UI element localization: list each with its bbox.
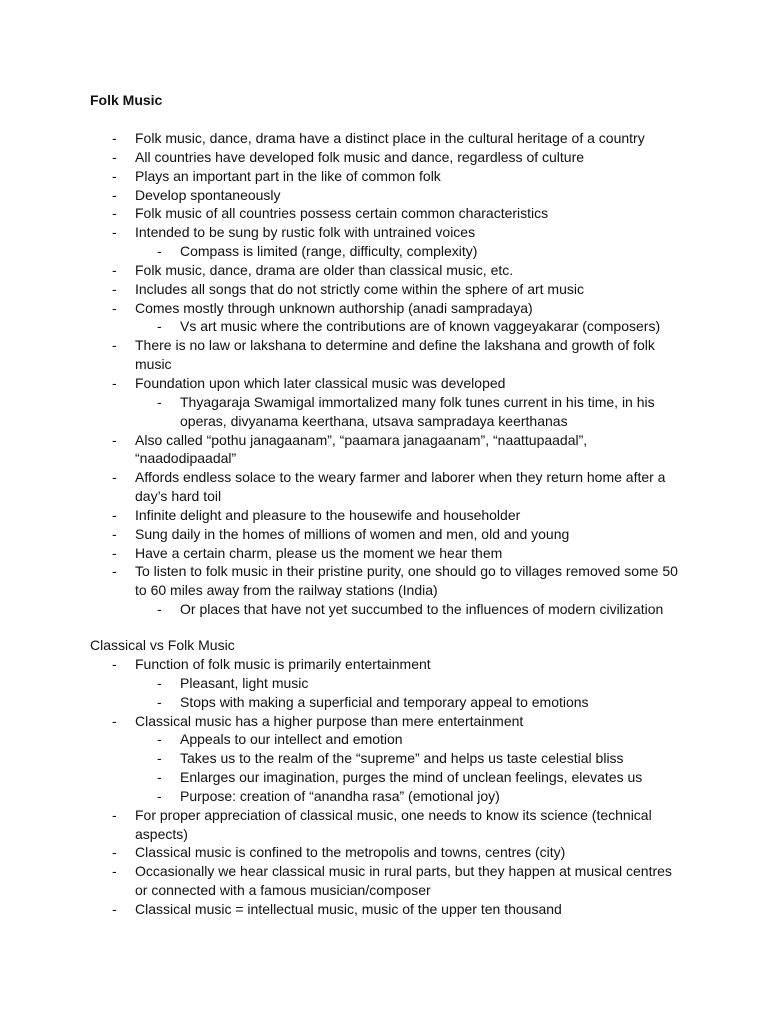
list-item xyxy=(0,562,680,600)
list-item-text: All countries have developed folk music and dance, regardless of culture xyxy=(135,148,585,165)
list-item-text: Infinite delight and pleasure to the housewife and householder xyxy=(135,506,521,523)
list-item-text: There is no law or lakshana to determine and define the lakshana and growth of folk music xyxy=(135,337,655,373)
section-title: Classical vs Folk Music xyxy=(90,637,235,653)
list-item xyxy=(0,600,680,619)
list-item-text: Have a certain charm, please us the moment we hear them xyxy=(135,544,503,561)
bullet-dash: - xyxy=(112,261,117,278)
list-item-text: Foundation upon which later classical music was developed xyxy=(135,374,506,391)
bullet-dash: - xyxy=(112,431,117,448)
list-item xyxy=(0,843,680,862)
list-item-text: Plays an important part in the like of common folk xyxy=(135,167,441,184)
list-item xyxy=(0,336,680,374)
list-item xyxy=(0,506,680,525)
list-item xyxy=(0,167,680,186)
list-item xyxy=(0,148,680,167)
list-item xyxy=(0,768,680,787)
list-item-text: Intended to be sung by rustic folk with untrained voices xyxy=(135,224,476,241)
list-item-text: Affords endless solace to the weary farmer and laborer when they return home after a day’s hard toil xyxy=(135,469,666,505)
list-item xyxy=(0,186,680,205)
list-item-text: Develop spontaneously xyxy=(135,186,281,203)
list-item xyxy=(0,525,680,544)
list-item xyxy=(0,749,680,768)
list-item xyxy=(0,787,680,806)
bullet-dash: - xyxy=(112,186,117,203)
bullet-dash: - xyxy=(112,506,117,523)
list-item-text: Occasionally we hear classical music in rural parts, but they happen at musical centres or connected with a famous musician/composer xyxy=(135,863,672,899)
bullet-dash: - xyxy=(112,280,117,297)
list-item-text: Classical music is confined to the metropolis and towns, centres (city) xyxy=(135,844,566,861)
bullet-dash: - xyxy=(157,674,162,691)
list-item-text: Folk music of all countries possess certain common characteristics xyxy=(135,205,549,222)
bullet-dash: - xyxy=(157,769,162,786)
bullet-dash: - xyxy=(112,374,117,391)
list-item xyxy=(0,900,680,919)
list-item-text: Stops with making a superficial and temporary appeal to emotions xyxy=(180,693,589,710)
list-item-text: Sung daily in the homes of millions of women and men, old and young xyxy=(135,525,570,542)
bullet-dash: - xyxy=(112,900,117,917)
bullet-dash: - xyxy=(112,863,117,880)
list-item-text: Also called “pothu janagaanam”, “paamara janagaanam”, “naattupaadal”, “naadodipaadal” xyxy=(135,431,588,467)
list-item xyxy=(0,468,680,506)
list-item-text: Folk music, dance, drama have a distinct place in the cultural heritage of a country xyxy=(135,130,645,146)
list-item xyxy=(0,730,680,749)
bullet-dash: - xyxy=(112,544,117,561)
list-item xyxy=(0,299,680,318)
list-item xyxy=(0,223,680,242)
list-item-text: Function of folk music is primarily entertainment xyxy=(135,656,431,672)
bullet-dash: - xyxy=(112,167,117,184)
list-item-text: Appeals to our intellect and emotion xyxy=(180,731,403,748)
list-item xyxy=(0,674,680,693)
bullet-dash: - xyxy=(157,731,162,748)
bullet-dash: - xyxy=(157,318,162,335)
list-item xyxy=(0,693,680,712)
classical-vs-folk-list xyxy=(0,655,768,919)
bullet-dash: - xyxy=(157,750,162,767)
bullet-dash: - xyxy=(112,656,117,672)
bullet-dash: - xyxy=(112,337,117,354)
list-item xyxy=(0,393,680,431)
bullet-dash: - xyxy=(157,393,162,410)
bullet-dash: - xyxy=(157,787,162,804)
list-item xyxy=(0,655,680,674)
list-item xyxy=(0,544,680,563)
bullet-dash: - xyxy=(112,299,117,316)
bullet-dash: - xyxy=(112,563,117,580)
list-item xyxy=(0,204,680,223)
list-item xyxy=(0,712,680,731)
bullet-dash: - xyxy=(112,844,117,861)
list-item-text: Folk music, dance, drama are older than classical music, etc. xyxy=(135,261,514,278)
bullet-dash: - xyxy=(112,205,117,222)
list-item-text: Pleasant, light music xyxy=(180,674,309,691)
bullet-dash: - xyxy=(112,148,117,165)
list-item-text: For proper appreciation of classical music, one needs to know its science (technical aspects) xyxy=(135,806,652,842)
bullet-dash: - xyxy=(112,469,117,486)
list-item-text: Purpose: creation of “anandha rasa” (emotional joy) xyxy=(180,787,500,804)
bullet-dash: - xyxy=(157,243,162,260)
list-item-text: Includes all songs that do not strictly come within the sphere of art music xyxy=(135,280,584,297)
list-item-text: Classical music has a higher purpose than mere entertainment xyxy=(135,712,524,729)
page-title: Folk Music xyxy=(90,92,163,108)
bullet-dash: - xyxy=(112,525,117,542)
list-item xyxy=(0,261,680,280)
list-item-text: Classical music = intellectual music, music of the upper ten thousand xyxy=(135,900,562,917)
list-item xyxy=(0,431,680,469)
bullet-dash: - xyxy=(157,601,162,618)
list-item xyxy=(0,280,680,299)
list-item xyxy=(0,374,680,393)
bullet-dash: - xyxy=(112,806,117,823)
list-item xyxy=(0,862,680,900)
list-item-text: Thyagaraja Swamigal immortalized many folk tunes current in his time, in his operas, divyanama keerthana, utsava sampradaya keerthanas xyxy=(180,393,655,429)
list-item-text: Or places that have not yet succumbed to the influences of modern civilization xyxy=(180,601,664,618)
list-item-text: Compass is limited (range, difficulty, complexity) xyxy=(180,243,478,260)
list-item xyxy=(0,806,680,844)
list-item xyxy=(0,242,680,261)
list-item xyxy=(0,317,680,336)
list-item-text: Enlarges our imagination, purges the mind of unclean feelings, elevates us xyxy=(180,769,643,786)
list-item-text: Vs art music where the contributions are of known vaggeyakarar (composers) xyxy=(180,318,661,335)
list-item-text: Takes us to the realm of the “supreme” and helps us taste celestial bliss xyxy=(180,750,624,767)
bullet-dash: - xyxy=(112,224,117,241)
list-item xyxy=(0,129,680,148)
list-item-text: To listen to folk music in their pristine purity, one should go to villages removed some 50 to 60 miles away from the railway stations (India) xyxy=(135,563,678,599)
bullet-dash: - xyxy=(157,693,162,710)
folk-music-list xyxy=(0,129,768,619)
bullet-dash: - xyxy=(112,130,117,146)
bullet-dash: - xyxy=(112,712,117,729)
list-item-text: Comes mostly through unknown authorship (anadi sampradaya) xyxy=(135,299,533,316)
